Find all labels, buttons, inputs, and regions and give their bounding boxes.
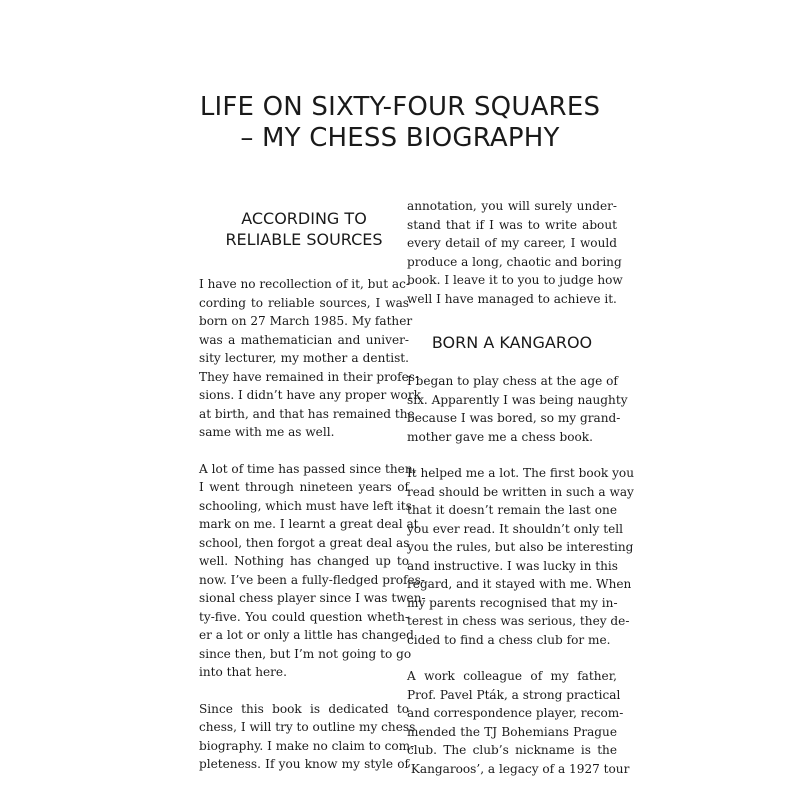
text-line: annotation, you will surely under- <box>407 199 617 213</box>
section-heading-line: ACCORDING TO <box>241 209 367 228</box>
paragraph <box>407 667 630 778</box>
text-line: into that here. <box>199 665 287 679</box>
section-heading <box>407 332 617 353</box>
text-line: and correspondence player, recom- <box>407 706 624 720</box>
text-line: you the rules, but also be interesting <box>407 540 634 554</box>
text-line: regard, and it stayed with me. When <box>407 577 632 591</box>
text-line: that it doesn’t remain the last one <box>407 503 617 517</box>
section-heading-line: BORN A KANGAROO <box>431 333 593 352</box>
text-line: now. I’ve been a fully-fledged profes- <box>199 572 425 587</box>
text-line: sional chess player since I was twen- <box>199 591 426 605</box>
text-line: Prof. Pavel Pták, a strong practical <box>407 687 621 702</box>
text-line: produce a long, chaotic and boring <box>407 254 622 269</box>
text-line: sity lecturer, my mother a dentist. <box>199 351 409 365</box>
text-line: and instructive. I was lucky in this <box>407 558 618 573</box>
section-heading <box>199 208 409 250</box>
text-line: six. Apparently I was being naughty <box>407 392 628 407</box>
text-line: A lot of time has passed since then. <box>199 461 417 476</box>
text-line: ‘Kangaroos’, a legacy of a 1927 tour <box>407 761 630 776</box>
continued-paragraph <box>407 197 623 308</box>
text-line: mother gave me a chess book. <box>407 429 593 444</box>
text-line: book. I leave it to you to judge how <box>407 273 623 287</box>
text-line: same with me as well. <box>199 425 335 439</box>
paragraph-container <box>407 372 634 778</box>
text-line: mended the TJ Bohemians Prague <box>407 724 617 739</box>
text-line: born on 27 March 1985. My father <box>199 314 413 328</box>
text-line: biography. I make no claim to com- <box>199 738 415 753</box>
text-line: you ever read. It shouldn’t only tell <box>407 521 623 536</box>
text-line: at birth, and that has remained the <box>199 406 415 421</box>
text-line: pleteness. If you know my style of <box>199 757 409 771</box>
text-line: every detail of my career, I would <box>407 236 617 250</box>
text-line: was a mathematician and univer- <box>199 332 409 347</box>
text-line: They have remained in their profes- <box>199 369 420 384</box>
chapter-title <box>150 92 650 154</box>
text-line: terest in chess was serious, they de- <box>407 614 630 628</box>
text-line: er a lot or only a little has changed <box>199 628 414 642</box>
right-column <box>407 197 634 778</box>
text-line: It helped me a lot. The first book you <box>407 466 634 480</box>
text-line: read should be written in such a way <box>407 484 634 499</box>
text-line: A work colleague of my father, <box>407 669 617 683</box>
text-line: stand that if I was to write about <box>407 217 617 232</box>
text-line: well I have managed to achieve it. <box>407 291 617 306</box>
text-line: cording to reliable sources, I was <box>199 295 409 310</box>
text-line: ty-five. You could question wheth- <box>199 609 409 624</box>
paragraph <box>407 464 634 649</box>
chapter-title-line: – MY CHESS BIOGRAPHY <box>240 123 560 153</box>
text-line: I began to play chess at the age of <box>407 374 618 388</box>
paragraph <box>199 460 426 682</box>
text-line: because I was bored, so my grand- <box>407 411 621 425</box>
text-line: I have no recollection of it, but ac- <box>199 277 410 291</box>
text-line: Since this book is dedicated to <box>199 701 409 716</box>
text-line: chess, I will try to outline my chess <box>199 720 416 734</box>
text-line: cided to find a chess club for me. <box>407 632 611 647</box>
left-column <box>199 208 426 774</box>
paragraph <box>407 372 628 446</box>
text-line: since then, but I’m not going to go <box>199 646 412 661</box>
text-line: I went through nineteen years of <box>199 480 409 494</box>
text-line: my parents recognised that my in- <box>407 595 618 610</box>
text-line: school, then forgot a great deal as <box>199 535 410 550</box>
text-line: well. Nothing has changed up to <box>199 554 409 568</box>
paragraph-container <box>199 275 426 774</box>
text-line: schooling, which must have left its <box>199 498 412 513</box>
text-line: mark on me. I learnt a great deal at <box>199 517 419 531</box>
paragraph <box>199 700 416 774</box>
section-heading-line: RELIABLE SOURCES <box>225 230 383 249</box>
chapter-title-line: LIFE ON SIXTY-FOUR SQUARES <box>199 92 601 122</box>
text-line: club. The club’s nickname is the <box>407 743 617 757</box>
paragraph <box>199 275 421 442</box>
text-line: sions. I didn’t have any proper work <box>199 388 421 402</box>
paragraph <box>407 197 623 308</box>
